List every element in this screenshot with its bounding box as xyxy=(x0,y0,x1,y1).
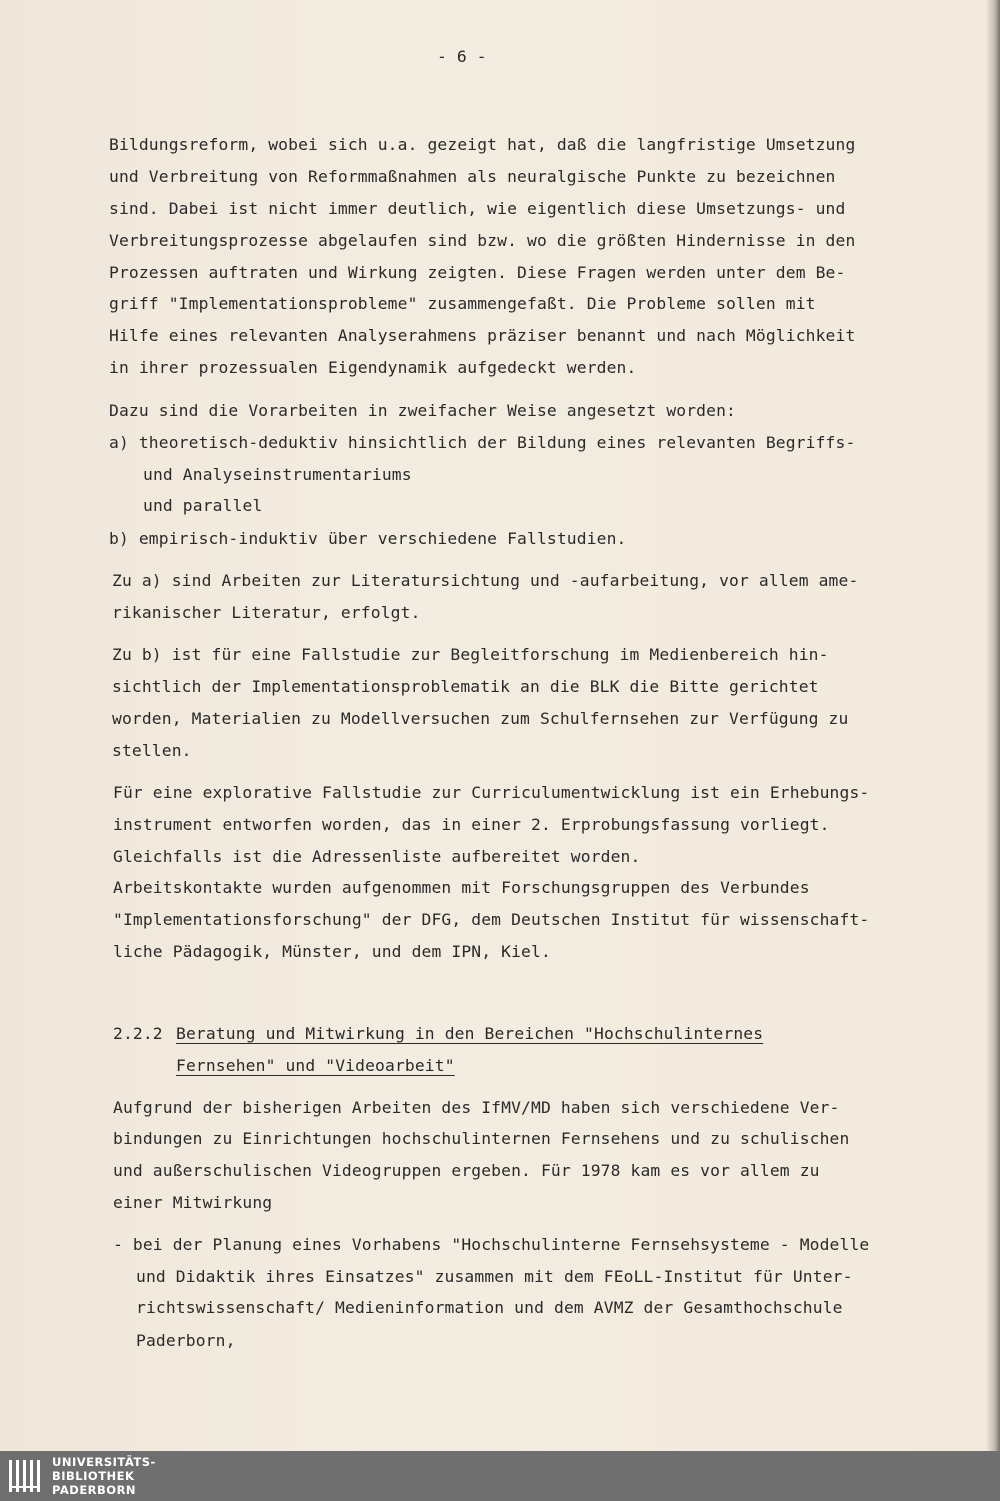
library-columns-icon xyxy=(6,1456,46,1496)
library-name xyxy=(52,1455,156,1497)
text-line: griff "Implementationsprobleme" zusammengefaßt. Die Probleme sollen mit xyxy=(109,294,816,313)
text-line: sichtlich der Implementationsproblematik an die BLK die Bitte gerichtet xyxy=(112,677,819,696)
text-line: in ihrer prozessualen Eigendynamik aufgedeckt werden. xyxy=(109,358,637,377)
text-line: Arbeitskontakte wurden aufgenommen mit Forschungsgruppen des Verbundes xyxy=(113,878,810,897)
list-item-a: a) theoretisch-deduktiv hinsichtlich der Bildung eines relevanten Begriffs- xyxy=(109,433,856,452)
list-item-a-continuation: und parallel xyxy=(143,496,263,515)
text-line: und Verbreitung von Reformmaßnahmen als neuralgische Punkte zu bezeichnen xyxy=(109,167,836,186)
text-line: stellen. xyxy=(112,741,192,760)
text-line: Für eine explorative Fallstudie zur Curriculumentwicklung ist ein Erhebungs- xyxy=(113,783,870,802)
text-line: bindungen zu Einrichtungen hochschulinternen Fernsehens und zu schulischen xyxy=(113,1129,850,1148)
text-line: Aufgrund der bisherigen Arbeiten des IfMV/MD haben sich verschiedene Ver- xyxy=(113,1098,840,1117)
bullet-continuation: und Didaktik ihres Einsatzes" zusammen mit dem FEoLL-Institut für Unter- xyxy=(136,1267,853,1286)
library-name-line: PADERBORN xyxy=(52,1483,137,1497)
text-line: Dazu sind die Vorarbeiten in zweifacher Weise angesetzt worden: xyxy=(109,401,736,420)
text-line: Gleichfalls ist die Adressenliste aufbereitet worden. xyxy=(113,847,641,866)
text-line: Bildungsreform, wobei sich u.a. gezeigt hat, daß die langfristige Umsetzung xyxy=(109,135,856,154)
text-line: Zu b) ist für eine Fallstudie zur Begleitforschung im Medienbereich hin- xyxy=(112,645,829,664)
text-line: "Implementationsforschung" der DFG, dem Deutschen Institut für wissenschaft- xyxy=(113,910,870,929)
section-title-continuation: Fernsehen" und "Videoarbeit" xyxy=(176,1056,455,1075)
page-number: - 6 - xyxy=(437,47,487,66)
bullet-continuation: Paderborn, xyxy=(136,1331,236,1350)
list-item-b: b) empirisch-induktiv über verschiedene Fallstudien. xyxy=(109,529,627,548)
library-name-line: UNIVERSITÄTS- xyxy=(52,1455,156,1469)
page-edge-shadow xyxy=(986,0,1000,1451)
text-line: worden, Materialien zu Modellversuchen zum Schulfernsehen zur Verfügung zu xyxy=(112,709,849,728)
section-title: Beratung und Mitwirkung in den Bereichen "Hochschulinternes xyxy=(176,1024,764,1043)
text-line: liche Pädagogik, Münster, und dem IPN, Kiel. xyxy=(113,942,551,961)
text-line: sind. Dabei ist nicht immer deutlich, wie eigentlich diese Umsetzungs- und xyxy=(109,199,846,218)
text-line: und außerschulischen Videogruppen ergeben. Für 1978 kam es vor allem zu xyxy=(113,1161,820,1180)
text-line: Hilfe eines relevanten Analyserahmens präziser benannt und nach Möglichkeit xyxy=(109,326,856,345)
text-line: Verbreitungsprozesse abgelaufen sind bzw. wo die größten Hindernisse in den xyxy=(109,231,856,250)
bullet-line: - bei der Planung eines Vorhabens "Hochschulinterne Fernsehsysteme - Modelle xyxy=(113,1235,870,1254)
text-line: Prozessen auftraten und Wirkung zeigten. Diese Fragen werden unter dem Be- xyxy=(109,263,846,282)
section-number: 2.2.2 xyxy=(113,1024,163,1043)
text-line: Zu a) sind Arbeiten zur Literatursichtung und -aufarbeitung, vor allem ame- xyxy=(112,571,859,590)
text-line: rikanischer Literatur, erfolgt. xyxy=(112,603,421,622)
library-footer xyxy=(0,1451,1000,1501)
text-line: einer Mitwirkung xyxy=(113,1193,273,1212)
bullet-continuation: richtswissenschaft/ Medieninformation und dem AVMZ der Gesamthochschule xyxy=(136,1298,843,1317)
text-line: instrument entworfen worden, das in einer 2. Erprobungsfassung vorliegt. xyxy=(113,815,830,834)
library-name-line: BIBLIOTHEK xyxy=(52,1469,135,1483)
list-item-a-continuation: und Analyseinstrumentariums xyxy=(143,465,412,484)
